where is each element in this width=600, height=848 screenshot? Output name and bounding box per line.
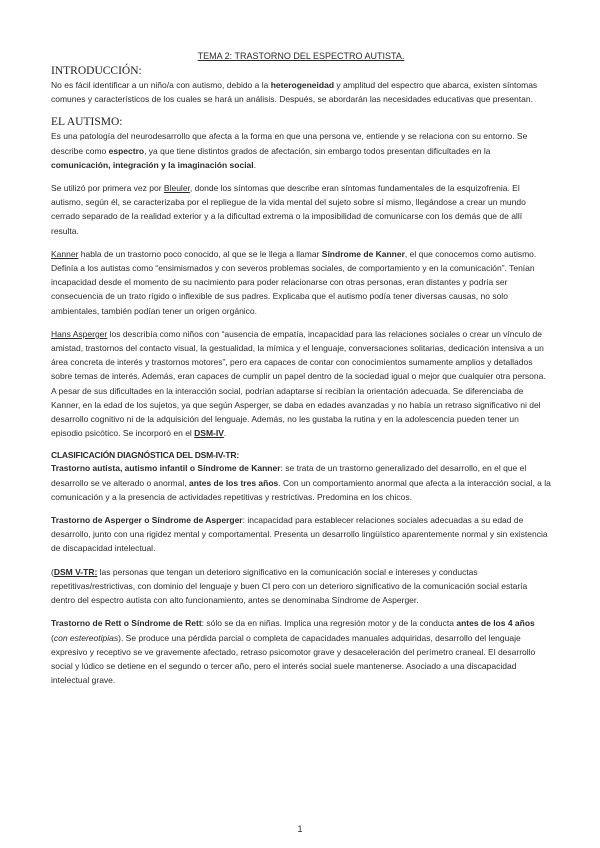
paragraph-trastorno-rett: Trastorno de Rett o Síndrome de Rett: sólo se da en niñas. Implica una regresión motor y de la conducta antes de los 4 años (con estereotipias). Se produce una pérdida parcial o completa de capacidades manuales adquiridas, desarrollo del lenguaje expresivo y receptivo se ve gravemente afectado, retraso psicomotor grave y desaceleración del perímetro craneal. El desarrollo social y lúdico se detiene en el segundo o tercer año, pero el interés social suele mantenerse. Asociado a una discapacidad intelectual grave.	[51, 618, 536, 686]
page-number: 1	[297, 824, 303, 834]
paragraph-trastorno-asperger: Trastorno de Asperger o Síndrome de Asperger: incapacidad para establecer relaciones sociales adecuadas a su edad de desarrollo, junto con una rigidez mental y comportamental. Presenta un desarrollo lingüístico aparentemente normal y sin existencia de discapacidad intelectual.	[51, 515, 548, 554]
paragraph-kanner: Kanner habla de un trastorno poco conocido, al que se le llega a llamar Síndrome de Kanner, el que conocemos como autismo. Definía a los autistas como “ensimismados y con severos problemas sociales, de comportamiento y en la comunicación”. Tenían incapacidad desde el momento de su nacimiento para poder relacionarse con otras personas, eran distantes y podría ser consecuencia de un trato rígido o inflexible de sus padres. Explicaba que el autismo podía tener diversas causas, no solo ambientales, también podían tener un origen orgánico.	[51, 248, 537, 316]
paragraph-trastorno-autista: Trastorno autista, autismo infantil o Síndrome de Kanner: se trata de un trastorno generalizado del desarrollo, en el que el desarrollo se ve alterado o anormal, antes de los tres años. Con un comportamiento anormal que afecta a la interacción social, a la comunicación y a la presencia de actividades repetitivas y restrictivas. Predomina en los chicos.	[51, 463, 551, 502]
page-content	[51, 50, 551, 696]
paragraph-autismo-definicion: Es una patología del neurodesarrollo que afecta a la forma en que una persona ve, entiende y se relaciona con su entorno. Se describe como espectro, ya que tiene distintos grados de afectación, sin embargo todos presentan dificultades en la comunicación, integración y la imaginación social.	[51, 131, 528, 170]
paragraph-bleuler: Se utilizó por primera vez por Bleuler, donde los síntomas que describe eran síntomas fundamentales de la esquizofrenia. El autismo, según él, se caracterizaba por el repliegue de la vida mental del sujeto sobre sí mismo, llegándose a crear un mundo cerrado separado de la realidad exterior y a la dificultad extrema o la imposibilidad de comunicarse con los demás que de allí resulta.	[51, 183, 526, 236]
paragraph-intro: No es fácil identificar a un niño/a con autismo, debido a la heterogeneidad y amplitud del espectro que abarca, existen síntomas comunes y característicos de los cuales se hará un análisis. Después, se abordarán las necesidades educativas que presentan.	[51, 80, 538, 105]
document-title: TEMA 2: TRASTORNO DEL ESPECTRO AUTISTA.	[197, 51, 405, 61]
heading-introduccion: INTRODUCCIÓN:	[51, 65, 142, 77]
paragraph-asperger: Hans Asperger los describía como niños con “ausencia de empatía, incapacidad para las relaciones sociales o crear un vínculo de amistad, trastornos del contacto visual, la gestualidad, la mímica y el lenguaje, conversaciones solitarias, dedicación intensiva a un área concreta de interés y trastornos motores”, pero era capaces de contar con conocimientos sumamente amplios y detallados sobre temas de interés. Además, eran capaces de cumplir un papel dentro de la sociedad igual o mejor que cualquier otra persona. A pesar de sus dificultades en la interacción social, podrían adaptarse si recibían la orientación adecuada. Se diferenciaba de Kanner, en la edad de los sujetos, ya que según Asperger, se daba en edades avanzadas y no había un retraso significativo ni del desarrollo cognitivo ni de la adquisición del lenguaje. Además, no les gustaba la rutina y en la adolescencia pueden tener un episodio psicótico. Se incorporó en el DSM-IV.	[51, 328, 546, 439]
heading-autismo: EL AUTISMO:	[51, 116, 123, 129]
heading-clasificacion: CLASIFICACIÓN DIAGNÓSTICA DEL DSM-IV-TR:	[51, 450, 239, 461]
paragraph-dsm-v: (DSM V-TR: las personas que tengan un deterioro significativo en la comunicación social e intereses y conductas repetitivas/restrictivas, con dominio del lenguaje y buen CI pero con un deterioro significativo de la comunicación social estaría dentro del espectro autista con alto funcionamiento, antes se denominaba Síndrome de Asperger.	[51, 566, 528, 606]
